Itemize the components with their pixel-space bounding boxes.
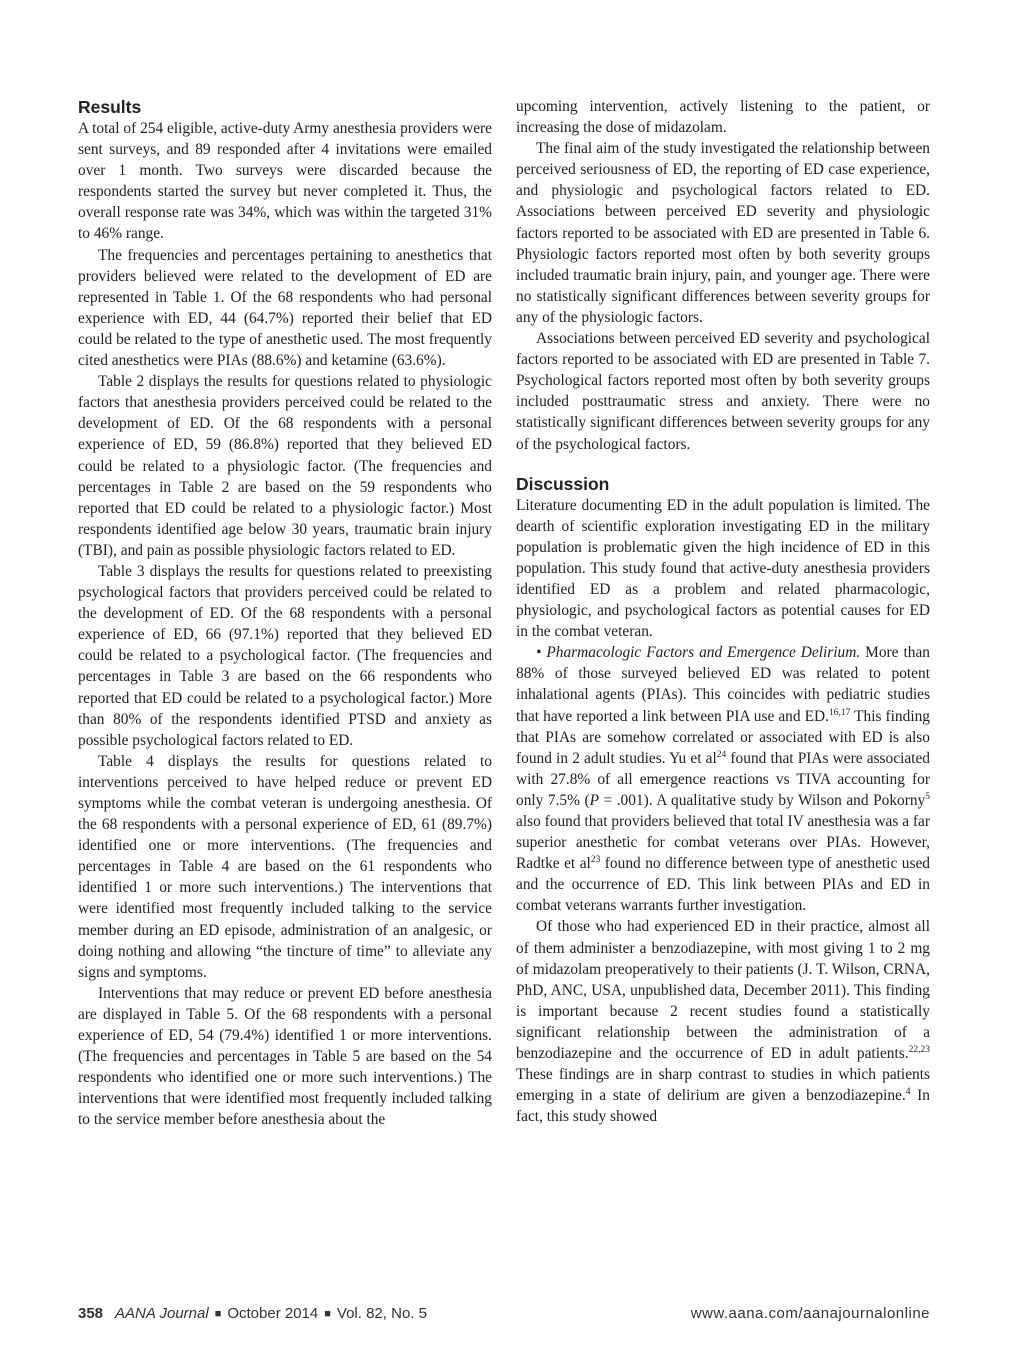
citation-superscript: 24 bbox=[716, 749, 727, 760]
right-column bbox=[516, 96, 930, 1127]
left-column bbox=[78, 96, 492, 1131]
results-paragraph-9: Associations between perceived ED severity and psychological factors reported to be associated with ED are presented in Table 7. Psychological factors reported most often by both severity groups included posttraumatic stress and anxiety. There were no statistically significant differences between severity groups for any of the psychological factors. bbox=[516, 330, 930, 453]
results-paragraph-5: Table 4 displays the results for questions related to interventions perceived to have helped reduce or prevent ED symptoms while the combat veteran is undergoing anesthesia. Of the 68 respondents with a personal experience of ED, 61 (89.7%) identified one or more interventions. (The frequencies and percentages in Table 4 are based on the 61 respondents who identified 1 or more such interventions.) The interventions that were identified most frequently included talking to the service member during an ED episode, administration of an analgesic, or doing nothing and allowing “the tincture of time” to alleviate any signs and symptoms. bbox=[78, 752, 492, 981]
citation-superscript: 4 bbox=[905, 1087, 911, 1098]
text-span: Of those who had experienced ED in their practice, almost all of them administer a benzodiazepine, with most giving 1 to 2 mg of midazolam preoperatively to their patients (J. T. Wilson, CRNA, PhD, ANC, USA, unpublished data, December 2011). This finding is important because 2 recent studies found a statistically significant relationship between the administration of a benzodiazepine and the occurrence of ED in adult patients. bbox=[516, 918, 930, 1063]
issue-date: October 2014 bbox=[227, 1305, 319, 1322]
volume-number: Vol. 82, No. 5 bbox=[336, 1305, 427, 1322]
separator-square-icon: ■ bbox=[214, 1308, 222, 1320]
results-paragraph-6: Interventions that may reduce or prevent ED before anesthesia are displayed in Table 5. Of the 68 respondents with a personal experience of ED, 54 (79.4%) identified 1 or more interventions. (The frequencies and percentages in Table 5 are based on the 54 respondents who identified one or more such interventions.) The interventions that were identified most frequently included talking to the service member before anesthesia about the bbox=[78, 984, 492, 1129]
text-span: In fact, this study showed bbox=[516, 1087, 930, 1126]
text-span: also found that providers believed that total IV anesthesia was a far superior anesthetic for combat veterans over PIAs. However, Radtke et al bbox=[516, 813, 930, 873]
page-footer bbox=[78, 1305, 930, 1322]
citation-superscript: 23 bbox=[590, 855, 601, 866]
citation-superscript: 22,23 bbox=[908, 1044, 930, 1055]
text-span: More than 88% of those surveyed believed ED was related to potent inhalational agents (PIAs). This coincides with pediatric studies that have reported a link between PIA use and ED. bbox=[516, 644, 930, 725]
journal-name: AANA Journal bbox=[115, 1305, 209, 1322]
page-number: 358 bbox=[78, 1305, 104, 1322]
text-span: This finding that PIAs are somehow correlated or associated with ED is also found in 2 adult studies. Yu et al bbox=[516, 707, 930, 767]
journal-url[interactable]: www.aana.com/aanajournalonline bbox=[690, 1305, 930, 1322]
discussion-paragraph-1: Literature documenting ED in the adult population is limited. The dearth of scientific exploration investigating ED in the military population is problematic given the high incidence of ED in this population. This study found that active-duty anesthesia providers identified ED as a problem and related pharmacologic, physiologic, and psychological factors as potential causes for ED in the combat veteran. bbox=[516, 496, 930, 641]
text-span: = .001). A qualitative study by Wilson and Pokorny bbox=[598, 791, 926, 809]
results-paragraph-4: Table 3 displays the results for questions related to preexisting psychological factors that providers perceived could be related to the development of ED. Of the 68 respondents with a personal experience of ED, 66 (97.1%) reported that they believed ED could be related to a psychological factor. (The frequencies and percentages in Table 3 are based on the 66 respondents who reported that ED could be related to a psychological factor.) More than 80% of the respondents identified PTSD and anxiety as possible psychological factors related to ED. bbox=[78, 562, 492, 749]
results-paragraph-7: upcoming intervention, actively listening to the patient, or increasing the dose of midazolam. bbox=[516, 98, 930, 137]
citation-superscript: 16,17 bbox=[828, 707, 851, 718]
citation-superscript: 5 bbox=[925, 791, 930, 802]
results-paragraph-1: A total of 254 eligible, active-duty Army anesthesia providers were sent surveys, and 89 responded after 4 invitations were emailed over 1 month. Two surveys were discarded because the respondents started the survey but never completed it. Thus, the overall response rate was 34%, which was within the targeted 31% to 46% range. bbox=[78, 120, 492, 243]
text-span: found that PIAs were associated with 27.8% of all emergence reactions vs TIVA accounting for only 7.5% ( bbox=[516, 749, 930, 809]
results-heading: Results bbox=[78, 97, 142, 117]
subsection-lead: • Pharmacologic Factors and Emergence Delirium. bbox=[536, 644, 861, 662]
p-value-variable: P bbox=[589, 791, 599, 809]
results-paragraph-2: The frequencies and percentages pertaining to anesthetics that providers believed were related to the development of ED are represented in Table 1. Of the 68 respondents who had personal experience with ED, 44 (64.7%) reported their belief that ED could be related to the type of anesthetic used. The most frequently cited anesthetics were PIAs (88.6%) and ketamine (63.6%). bbox=[78, 246, 492, 370]
results-paragraph-3: Table 2 displays the results for questions related to physiologic factors that anesthesia providers perceived could be related to the development of ED. Of the 68 respondents with a personal experience of ED, 59 (86.8%) reported that they believed ED could be related to a physiologic factor. (The frequencies and percentages in Table 2 are based on the 59 respondents who reported that ED could be related to a physiologic factor.) Most respondents identified age below 30 years, traumatic brain injury (TBI), and pain as possible physiologic factors related to ED. bbox=[78, 373, 492, 559]
discussion-heading: Discussion bbox=[516, 473, 610, 494]
discussion-paragraph-3 bbox=[516, 916, 930, 1127]
footer-citation bbox=[78, 1305, 427, 1322]
results-paragraph-8: The final aim of the study investigated the relationship between perceived seriousness of ED, the reporting of ED case experience, and physiologic and psychological factors related to ED. Associations between perceived ED severity and physiologic factors reported to be associated with ED are presented in Table 6. Physiologic factors reported most often by both severity groups included traumatic brain injury, pain, and younger age. There were no statistically significant differences between severity groups for any of the physiologic factors. bbox=[516, 140, 930, 326]
text-span: found no difference between type of anesthetic used and the occurrence of ED. This link between PIAs and ED in combat veterans warrants further investigation. bbox=[516, 855, 930, 915]
text-span: These findings are in sharp contrast to studies in which patients emerging in a state of delirium are given a benzodiazepine. bbox=[516, 1066, 930, 1105]
discussion-paragraph-2 bbox=[516, 642, 930, 916]
separator-square-icon: ■ bbox=[324, 1308, 331, 1320]
